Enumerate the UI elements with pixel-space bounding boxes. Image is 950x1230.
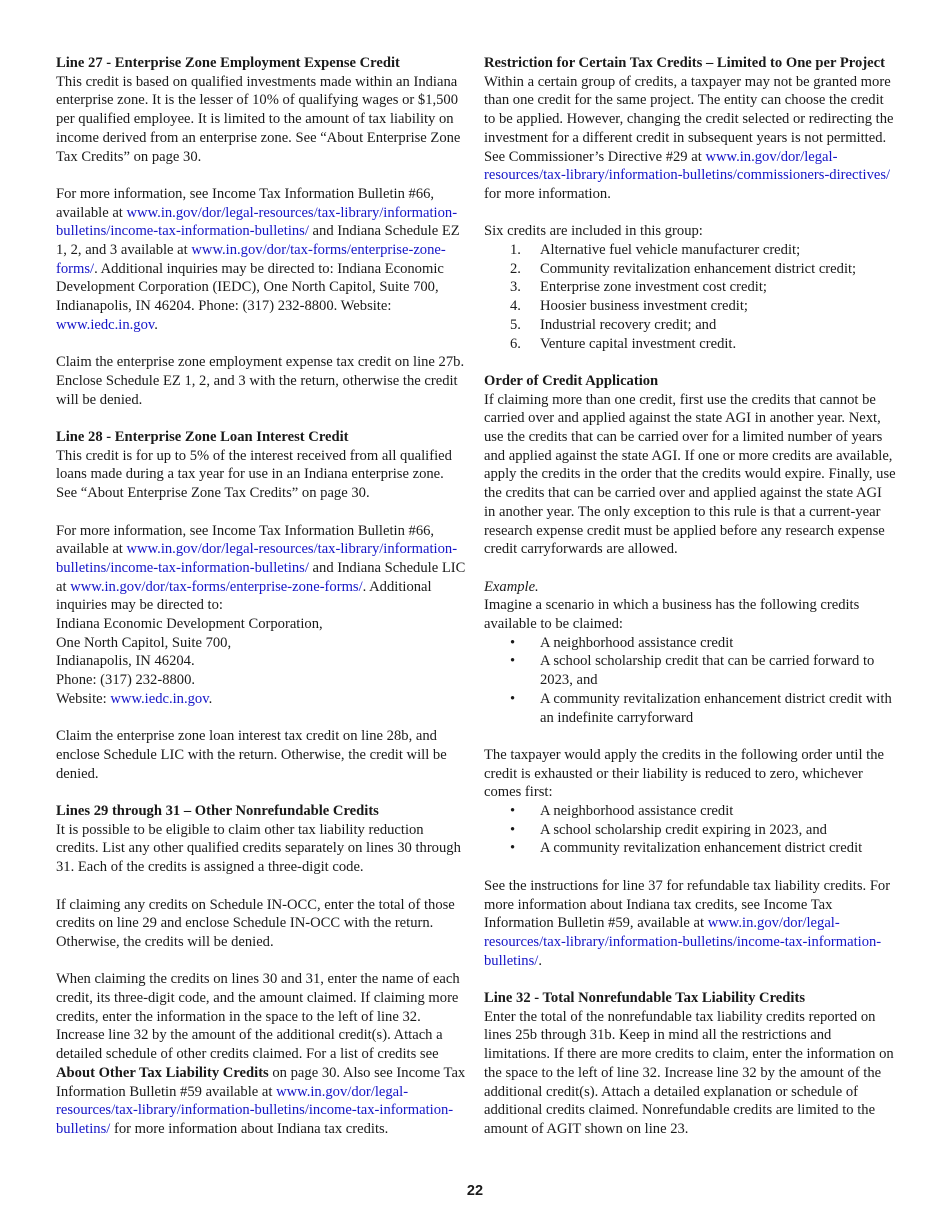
list-item: 5. Industrial recovery credit; and: [510, 316, 717, 333]
apply-order-list: [484, 802, 896, 858]
line27-description: This credit is based on qualified investments made within an Indiana enterprise zone. It is the lesser of 10% of qualifying wages or $1,500 per qualified employee. It is limited to the amount of tax liability on income derived from an enterprise zone. See “About Enterprise Zone Tax Credits” on page 30.: [56, 73, 461, 165]
schedule-in-occ-note: If claiming any credits on Schedule IN-OCC, enter the total of those credits on line 29 and enclose Schedule IN-OCC with the return. Otherwise, the credits will be denied.: [56, 896, 455, 950]
line32-heading: Line 32 - Total Nonrefundable Tax Liability Credits: [484, 990, 805, 1007]
order-heading: Order of Credit Application: [484, 372, 659, 389]
line27-heading: Line 27 - Enterprise Zone Employment Expense Credit: [56, 55, 400, 71]
left-column: [56, 54, 466, 1157]
address-line: One North Capitol, Suite 700,: [56, 634, 232, 651]
bulletin-66-link[interactable]: www.in.gov/dor/legal-resources/tax-library/information-bulletins/income-tax-information-bulletins/: [56, 204, 458, 240]
credit-group-intro: Six credits are included in this group:: [484, 223, 703, 240]
list-item: • A community revitalization enhancement district credit with an indefinite carryforward: [484, 690, 896, 727]
lines29-31-description: It is possible to be eligible to claim other tax liability reduction credits. List any other qualified credits separately on lines 30 through 31. Each of the credits is assigned a three-digit code.: [56, 821, 461, 876]
credit-group-list: [484, 241, 896, 353]
bulletin-59-link[interactable]: www.in.gov/dor/legal-resources/tax-library/information-bulletins/income-tax-information-bulletins/: [484, 915, 882, 969]
right-column: [484, 54, 896, 1157]
address-line: Indianapolis, IN 46204.: [56, 653, 195, 670]
list-item: 4. Hoosier business investment credit;: [510, 298, 748, 315]
bulletin-59-link[interactable]: www.in.gov/dor/legal-resources/tax-library/information-bulletins/income-tax-information-bulletins/: [56, 1083, 454, 1137]
list-item: • A neighborhood assistance credit: [484, 802, 896, 821]
phone-line: Phone: (317) 232-8800.: [56, 672, 196, 689]
order-body: If claiming more than one credit, first use the credits that cannot be carried over and applied against the state AGI in another year. Next, use the credits that can be carried over for a limited number of years and applied against the state AGI. If one or more credits are available, apply the credits in the order that the credits would expire. Finally, use the credits that can be carried over and applied against the state AGI in another year. The only exception to this rule is that a current-year research expense credit must be applied before any research expense credit carryforwards are allowed.: [484, 391, 896, 558]
line28-info: For more information, see Income Tax Information Bulletin #66, available at www.in.gov/dor/legal-resources/tax-library/information-bulletins/income-tax-information-bulletins/ and Indiana Schedule LIC at www.in.gov/dor/tax-forms/enterprise-zone-forms/. Additional inquiries may be directed to: Indiana Economic Development Corporation, One North Capitol, Suite 700, Indianapolis, IN 46204. Phone: (317) 232-8800. Website: www.iedc.in.gov.: [56, 522, 466, 707]
lic-forms-link[interactable]: www.in.gov/dor/tax-forms/enterprise-zone-forms/: [70, 578, 363, 595]
address-line: Indiana Economic Development Corporation,: [56, 616, 323, 633]
list-item: • A school scholarship credit that can be carried forward to 2023, and: [484, 652, 896, 689]
bulletin-66-link[interactable]: www.in.gov/dor/legal-resources/tax-library/information-bulletins/income-tax-information-bulletins/: [56, 541, 458, 576]
list-item: • A neighborhood assistance credit: [484, 634, 896, 653]
example-credits-list: [484, 634, 896, 728]
restriction-heading: Restriction for Certain Tax Credits – Limited to One per Project: [484, 55, 885, 71]
lines30-31-claim: When claiming the credits on lines 30 and 31, enter the name of each credit, its three-digit code, and the amount claimed. If claiming more credits, enter the information in the space to the left of line 32. Increase line 32 by the amount of the additional credit(s). Attach a detailed schedule of other credits claimed. For a list of credits see About Other Tax Liability Credits on page 30. Also see Income Tax Information Bulletin #59 available at www.in.gov/dor/legal-resources/tax-library/information-bulletins/income-tax-information-bulletins/ for more information about Indiana tax credits.: [56, 971, 466, 1137]
website-line: Website: www.iedc.in.gov.: [56, 690, 213, 707]
example-intro: Imagine a scenario in which a business has the following credits available to be claimed:: [484, 597, 860, 633]
restriction-body: Within a certain group of credits, a taxpayer may not be granted more than one credit for the same project. The entity can choose the credit to be applied. However, changing the credit selected or redirecting the investment for a different credit in subsequent years is not permitted. See Commissioner’s Directive #29 at www.in.gov/dor/legal-resources/tax-library/information-bulletins/commissioners-directives/ for more information.: [484, 73, 894, 202]
ez-forms-link[interactable]: www.in.gov/dor/tax-forms/enterprise-zone-forms/: [56, 242, 446, 277]
list-item: 6. Venture capital investment credit.: [510, 335, 737, 352]
list-item: 3. Enterprise zone investment cost credit;: [510, 279, 767, 296]
line27-claim: Claim the enterprise zone employment expense tax credit on line 27b. Enclose Schedule EZ 1, 2, and 3 with the return, otherwise the credit will be denied.: [56, 354, 465, 408]
iedc-link[interactable]: www.iedc.in.gov: [110, 690, 209, 707]
line32-body: Enter the total of the nonrefundable tax liability credits reported on lines 25b through 31b. Keep in mind all the restrictions and limitations. If there are more credits to claim, enter the information on the space to the left of line 32. Increase line 32 by the amount of the additional credit(s). Attach a detailed explanation or schedule of additional credits claimed. Nonrefundable credits are limited to the amount of AGIT shown on line 23.: [484, 1008, 894, 1137]
list-item: • A community revitalization enhancement district credit: [484, 839, 896, 858]
list-item: 2. Community revitalization enhancement district credit;: [510, 260, 857, 277]
line28-claim: Claim the enterprise zone loan interest tax credit on line 28b, and enclose Schedule LIC with the return. Otherwise, the credit will be denied.: [56, 728, 447, 782]
line27-info: For more information, see Income Tax Information Bulletin #66, available at www.in.gov/dor/legal-resources/tax-library/information-bulletins/income-tax-information-bulletins/ and Indiana Schedule EZ 1, 2, and 3 available at www.in.gov/dor/tax-forms/enterprise-zone-forms/. Additional inquiries may be directed to: Indiana Economic Development Corporation (IEDC), One North Capitol, Suite 700, Indianapolis, IN 46204. Phone: (317) 232-8800. Website: www.iedc.in.gov.: [56, 185, 460, 333]
iedc-link[interactable]: www.iedc.in.gov: [56, 316, 155, 333]
refundable-credits-note: See the instructions for line 37 for refundable tax liability credits. For more information about Indiana tax credits, see Income Tax Information Bulletin #59, available at www.in.gov/dor/legal-resources/tax-library/information-bulletins/income-tax-information-bulletins/.: [484, 877, 891, 969]
example-label: Example.: [484, 578, 539, 595]
page-number: 22: [466, 1183, 484, 1199]
list-item: 1. Alternative fuel vehicle manufacturer credit;: [510, 242, 801, 259]
lines29-31-heading: Lines 29 through 31 – Other Nonrefundable Credits: [56, 803, 379, 820]
commissioners-directives-link[interactable]: www.in.gov/dor/legal-resources/tax-library/information-bulletins/commissioners-directives/: [484, 148, 891, 184]
apply-order-intro: The taxpayer would apply the credits in the following order until the credit is exhausted or their liability is reduced to zero, whichever comes first:: [484, 746, 885, 801]
line28-description: This credit is for up to 5% of the interest received from all qualified loans made during a tax year for use in an Indiana enterprise zone. See “About Enterprise Zone Tax Credits” on page 30.: [56, 447, 452, 502]
list-item: • A school scholarship credit expiring in 2023, and: [484, 821, 896, 840]
line28-heading: Line 28 - Enterprise Zone Loan Interest Credit: [56, 429, 349, 446]
